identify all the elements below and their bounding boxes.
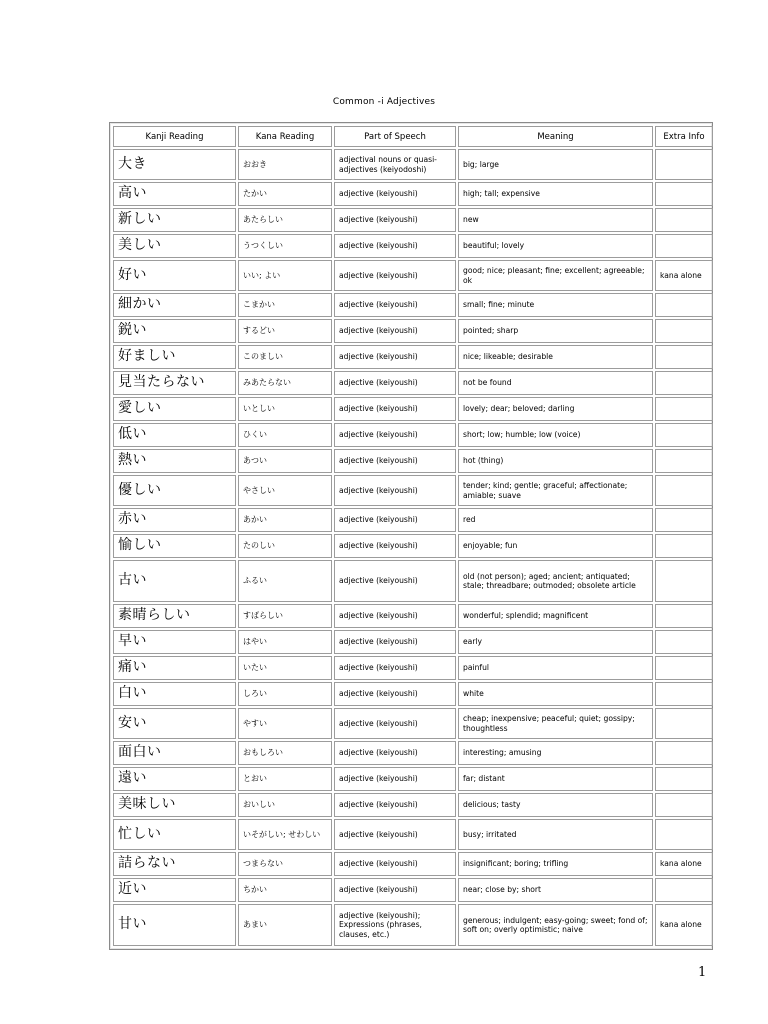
table-row: [113, 656, 713, 680]
kanji-cell: 白い: [113, 682, 236, 706]
meaning-cell: old (not person); aged; ancient; antiquated; stale; threadbare; outmoded; obsolete article: [458, 560, 653, 602]
kana-cell: するどい: [238, 319, 332, 343]
kana-cell: はやい: [238, 630, 332, 654]
table-row: [113, 182, 713, 206]
kanji-cell: 赤い: [113, 508, 236, 532]
part-of-speech-cell: adjective (keiyoushi); Expressions (phrases, clauses, etc.): [334, 904, 456, 946]
kana-cell: やすい: [238, 708, 332, 739]
extra-info-cell: [655, 793, 713, 817]
kanji-cell: 好ましい: [113, 345, 236, 369]
header-kana-reading: Kana Reading: [238, 126, 332, 147]
kanji-cell: 面白い: [113, 741, 236, 765]
part-of-speech-cell: adjective (keiyoushi): [334, 682, 456, 706]
meaning-cell: lovely; dear; beloved; darling: [458, 397, 653, 421]
meaning-cell: white: [458, 682, 653, 706]
extra-info-cell: [655, 449, 713, 473]
extra-info-cell: [655, 819, 713, 850]
table-row: [113, 208, 713, 232]
table-row: [113, 852, 713, 876]
extra-info-cell: kana alone: [655, 904, 713, 946]
header-meaning: Meaning: [458, 126, 653, 147]
extra-info-cell: kana alone: [655, 260, 713, 291]
kanji-cell: 愛しい: [113, 397, 236, 421]
kana-cell: たかい: [238, 182, 332, 206]
part-of-speech-cell: adjective (keiyoushi): [334, 319, 456, 343]
kana-cell: こまかい: [238, 293, 332, 317]
extra-info-cell: [655, 630, 713, 654]
meaning-cell: small; fine; minute: [458, 293, 653, 317]
kanji-cell: 痛い: [113, 656, 236, 680]
meaning-cell: delicious; tasty: [458, 793, 653, 817]
table-row: [113, 293, 713, 317]
meaning-cell: generous; indulgent; easy-going; sweet; fond of; soft on; overly optimistic; naive: [458, 904, 653, 946]
extra-info-cell: [655, 741, 713, 765]
part-of-speech-cell: adjective (keiyoushi): [334, 508, 456, 532]
kanji-cell: 好い: [113, 260, 236, 291]
kanji-cell: 美味しい: [113, 793, 236, 817]
part-of-speech-cell: adjective (keiyoushi): [334, 423, 456, 447]
kanji-cell: 美しい: [113, 234, 236, 258]
kana-cell: ひくい: [238, 423, 332, 447]
kana-cell: すばらしい: [238, 604, 332, 628]
kanji-cell: 忙しい: [113, 819, 236, 850]
extra-info-cell: [655, 149, 713, 180]
extra-info-cell: [655, 508, 713, 532]
part-of-speech-cell: adjective (keiyoushi): [334, 708, 456, 739]
part-of-speech-cell: adjective (keiyoushi): [334, 534, 456, 558]
kana-cell: あまい: [238, 904, 332, 946]
kana-cell: やさしい: [238, 475, 332, 506]
table-row: [113, 234, 713, 258]
meaning-cell: busy; irritated: [458, 819, 653, 850]
meaning-cell: red: [458, 508, 653, 532]
table-row: [113, 560, 713, 602]
header-extra-info: Extra Info: [655, 126, 713, 147]
meaning-cell: good; nice; pleasant; fine; excellent; agreeable; ok: [458, 260, 653, 291]
kana-cell: このましい: [238, 345, 332, 369]
kana-cell: うつくしい: [238, 234, 332, 258]
table-row: [113, 449, 713, 473]
kana-cell: あたらしい: [238, 208, 332, 232]
part-of-speech-cell: adjective (keiyoushi): [334, 793, 456, 817]
kanji-cell: 低い: [113, 423, 236, 447]
kanji-cell: 遠い: [113, 767, 236, 791]
meaning-cell: short; low; humble; low (voice): [458, 423, 653, 447]
meaning-cell: interesting; amusing: [458, 741, 653, 765]
table-row: [113, 878, 713, 902]
part-of-speech-cell: adjective (keiyoushi): [334, 852, 456, 876]
meaning-cell: high; tall; expensive: [458, 182, 653, 206]
table-row: [113, 604, 713, 628]
extra-info-cell: [655, 423, 713, 447]
kana-cell: いそがしい; せわしい: [238, 819, 332, 850]
kana-cell: たのしい: [238, 534, 332, 558]
part-of-speech-cell: adjective (keiyoushi): [334, 449, 456, 473]
table-row: [113, 397, 713, 421]
table-row: [113, 793, 713, 817]
meaning-cell: cheap; inexpensive; peaceful; quiet; gossipy; thoughtless: [458, 708, 653, 739]
kana-cell: いたい: [238, 656, 332, 680]
meaning-cell: tender; kind; gentle; graceful; affectionate; amiable; suave: [458, 475, 653, 506]
table-row: [113, 475, 713, 506]
table-row: [113, 260, 713, 291]
part-of-speech-cell: adjective (keiyoushi): [334, 630, 456, 654]
meaning-cell: pointed; sharp: [458, 319, 653, 343]
part-of-speech-cell: adjective (keiyoushi): [334, 604, 456, 628]
kanji-cell: 甘い: [113, 904, 236, 946]
part-of-speech-cell: adjective (keiyoushi): [334, 741, 456, 765]
table-header-row: [113, 126, 713, 147]
extra-info-cell: [655, 534, 713, 558]
meaning-cell: far; distant: [458, 767, 653, 791]
kana-cell: つまらない: [238, 852, 332, 876]
kana-cell: みあたらない: [238, 371, 332, 395]
kana-cell: いい; よい: [238, 260, 332, 291]
meaning-cell: painful: [458, 656, 653, 680]
table-row: [113, 319, 713, 343]
adjectives-table-frame: [109, 122, 713, 950]
table-row: [113, 741, 713, 765]
extra-info-cell: [655, 656, 713, 680]
kanji-cell: 高い: [113, 182, 236, 206]
meaning-cell: insignificant; boring; trifling: [458, 852, 653, 876]
kanji-cell: 細かい: [113, 293, 236, 317]
kana-cell: しろい: [238, 682, 332, 706]
kana-cell: とおい: [238, 767, 332, 791]
page-number: 1: [698, 965, 707, 980]
extra-info-cell: [655, 397, 713, 421]
extra-info-cell: [655, 767, 713, 791]
table-row: [113, 371, 713, 395]
kanji-cell: 新しい: [113, 208, 236, 232]
part-of-speech-cell: adjective (keiyoushi): [334, 345, 456, 369]
kana-cell: おおき: [238, 149, 332, 180]
table-row: [113, 682, 713, 706]
table-row: [113, 708, 713, 739]
table-row: [113, 423, 713, 447]
kanji-cell: 古い: [113, 560, 236, 602]
part-of-speech-cell: adjective (keiyoushi): [334, 560, 456, 602]
extra-info-cell: [655, 345, 713, 369]
kanji-cell: 鋭い: [113, 319, 236, 343]
meaning-cell: new: [458, 208, 653, 232]
part-of-speech-cell: adjective (keiyoushi): [334, 656, 456, 680]
kanji-cell: 愉しい: [113, 534, 236, 558]
extra-info-cell: [655, 234, 713, 258]
kanji-cell: 大き: [113, 149, 236, 180]
meaning-cell: near; close by; short: [458, 878, 653, 902]
table-row: [113, 345, 713, 369]
part-of-speech-cell: adjective (keiyoushi): [334, 767, 456, 791]
table-body: [113, 149, 713, 946]
extra-info-cell: [655, 878, 713, 902]
table-row: [113, 819, 713, 850]
extra-info-cell: [655, 708, 713, 739]
extra-info-cell: [655, 604, 713, 628]
kana-cell: おいしい: [238, 793, 332, 817]
header-kanji-reading: Kanji Reading: [113, 126, 236, 147]
kanji-cell: 素晴らしい: [113, 604, 236, 628]
extra-info-cell: [655, 293, 713, 317]
extra-info-cell: [655, 560, 713, 602]
part-of-speech-cell: adjective (keiyoushi): [334, 475, 456, 506]
table-row: [113, 534, 713, 558]
table-row: [113, 149, 713, 180]
table-row: [113, 630, 713, 654]
part-of-speech-cell: adjective (keiyoushi): [334, 397, 456, 421]
meaning-cell: early: [458, 630, 653, 654]
meaning-cell: wonderful; splendid; magnificent: [458, 604, 653, 628]
meaning-cell: nice; likeable; desirable: [458, 345, 653, 369]
adjectives-table: [111, 124, 715, 948]
meaning-cell: not be found: [458, 371, 653, 395]
extra-info-cell: [655, 475, 713, 506]
extra-info-cell: kana alone: [655, 852, 713, 876]
extra-info-cell: [655, 371, 713, 395]
part-of-speech-cell: adjective (keiyoushi): [334, 819, 456, 850]
kanji-cell: 優しい: [113, 475, 236, 506]
kana-cell: ちかい: [238, 878, 332, 902]
kana-cell: あかい: [238, 508, 332, 532]
part-of-speech-cell: adjective (keiyoushi): [334, 878, 456, 902]
document-title: Common -i Adjectives: [332, 97, 436, 107]
part-of-speech-cell: adjective (keiyoushi): [334, 182, 456, 206]
meaning-cell: hot (thing): [458, 449, 653, 473]
kanji-cell: 安い: [113, 708, 236, 739]
extra-info-cell: [655, 319, 713, 343]
kanji-cell: 詰らない: [113, 852, 236, 876]
table-row: [113, 904, 713, 946]
table-row: [113, 767, 713, 791]
kana-cell: いとしい: [238, 397, 332, 421]
part-of-speech-cell: adjective (keiyoushi): [334, 234, 456, 258]
part-of-speech-cell: adjective (keiyoushi): [334, 293, 456, 317]
extra-info-cell: [655, 682, 713, 706]
kanji-cell: 早い: [113, 630, 236, 654]
part-of-speech-cell: adjective (keiyoushi): [334, 208, 456, 232]
kanji-cell: 見当たらない: [113, 371, 236, 395]
table-row: [113, 508, 713, 532]
kanji-cell: 近い: [113, 878, 236, 902]
part-of-speech-cell: adjectival nouns or quasi-adjectives (keiyodoshi): [334, 149, 456, 180]
header-part-of-speech: Part of Speech: [334, 126, 456, 147]
extra-info-cell: [655, 208, 713, 232]
meaning-cell: enjoyable; fun: [458, 534, 653, 558]
meaning-cell: beautiful; lovely: [458, 234, 653, 258]
part-of-speech-cell: adjective (keiyoushi): [334, 371, 456, 395]
meaning-cell: big; large: [458, 149, 653, 180]
kana-cell: あつい: [238, 449, 332, 473]
part-of-speech-cell: adjective (keiyoushi): [334, 260, 456, 291]
extra-info-cell: [655, 182, 713, 206]
kana-cell: ふるい: [238, 560, 332, 602]
kanji-cell: 熱い: [113, 449, 236, 473]
kana-cell: おもしろい: [238, 741, 332, 765]
